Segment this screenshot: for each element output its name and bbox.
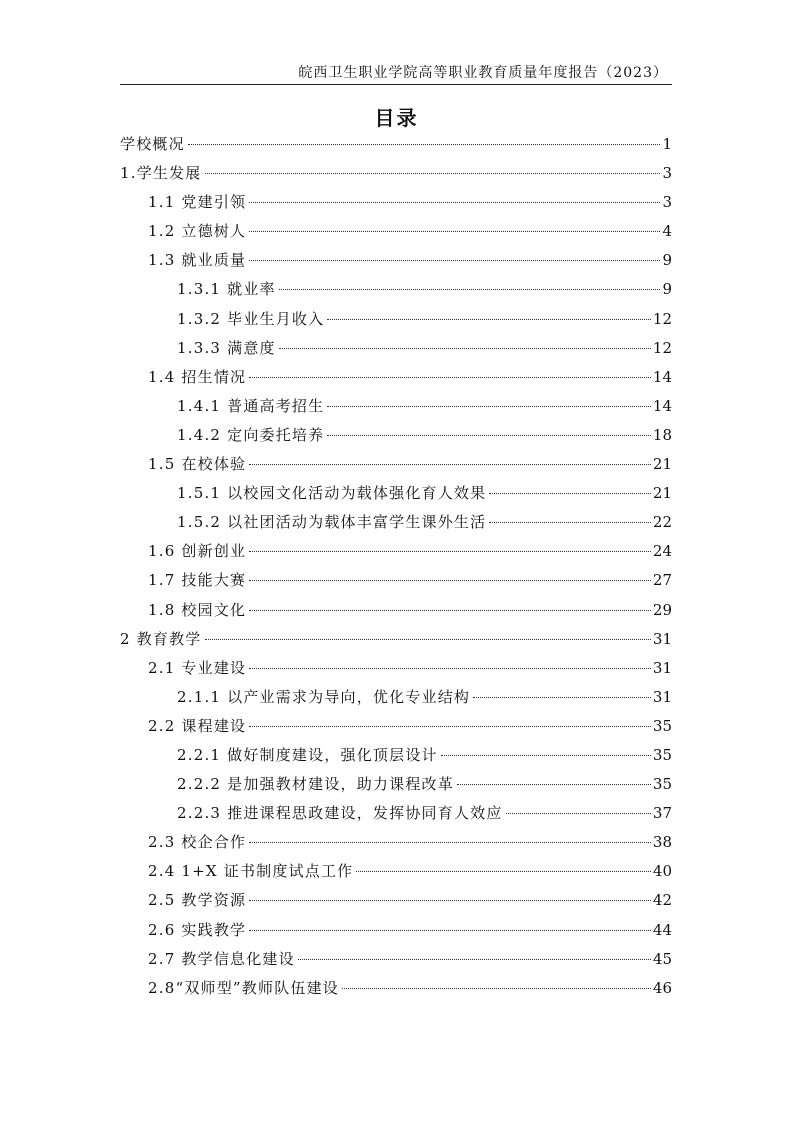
dot-leader xyxy=(249,726,651,727)
toc-entry-title: 1.3.3 满意度 xyxy=(177,338,276,357)
toc-entry-page-number: 21 xyxy=(652,455,672,474)
toc-entry-page-number: 31 xyxy=(652,658,672,677)
toc-entry-title: 1.5.2 以社团活动为载体丰富学生课外生活 xyxy=(177,513,487,532)
toc-entry-title: 1.学生发展 xyxy=(120,164,202,183)
toc-entry-page-number: 22 xyxy=(652,513,672,532)
dot-leader xyxy=(457,784,651,785)
toc-entry[interactable] xyxy=(120,974,672,1003)
toc-entry-title: 2.2.3 推进课程思政建设，发挥协同育人效应 xyxy=(177,804,503,823)
toc-entry-title: 1.5.1 以校园文化活动为载体强化育人效果 xyxy=(177,484,487,503)
toc-entry-title: 1.2 立德树人 xyxy=(148,222,247,241)
dot-leader xyxy=(249,231,660,232)
toc-entry-title: 1.3 就业质量 xyxy=(148,251,247,270)
toc-heading: 目录 xyxy=(374,106,419,130)
dot-leader xyxy=(249,610,651,611)
toc-entry-page-number: 9 xyxy=(662,280,672,299)
dot-leader xyxy=(298,959,651,960)
toc-entry[interactable] xyxy=(120,508,672,537)
dot-leader xyxy=(249,551,651,552)
toc-entry-page-number: 3 xyxy=(662,164,672,183)
toc-entry-page-number: 29 xyxy=(652,600,672,619)
toc-entry[interactable] xyxy=(120,305,672,334)
dot-leader xyxy=(249,260,660,261)
toc-entry[interactable] xyxy=(120,741,672,770)
toc-entry-page-number: 3 xyxy=(662,193,672,212)
toc-entry-title: 1.4.1 普通高考招生 xyxy=(177,396,325,415)
toc-entry-title: 1.5 在校体验 xyxy=(148,455,247,474)
dot-leader xyxy=(473,697,651,698)
toc-entry-title: 1.3.2 毕业生月收入 xyxy=(177,309,325,328)
toc-entry[interactable] xyxy=(120,566,672,595)
toc-entry[interactable] xyxy=(120,363,672,392)
toc-entry-title: 2.6 实践教学 xyxy=(148,920,247,939)
toc-entry-title: 2.1.1 以产业需求为导向，优化专业结构 xyxy=(177,687,471,706)
dot-leader xyxy=(249,930,651,931)
toc-entry-title: 2.7 教学信息化建设 xyxy=(148,949,295,968)
dot-leader xyxy=(205,639,651,640)
toc-entry-page-number: 42 xyxy=(652,891,672,910)
dot-leader xyxy=(249,580,651,581)
toc-entry[interactable] xyxy=(120,450,672,479)
toc-entry-title: 2.2 课程建设 xyxy=(148,716,247,735)
toc-entry[interactable] xyxy=(120,886,672,915)
toc-entry-page-number: 14 xyxy=(652,396,672,415)
toc-entry[interactable] xyxy=(120,537,672,566)
dot-leader xyxy=(205,173,660,174)
dot-leader xyxy=(506,813,651,814)
toc-entry-title: 1.3.1 就业率 xyxy=(177,280,276,299)
toc-entry-title: 1.7 技能大赛 xyxy=(148,571,247,590)
toc-entry-title: 2.8“双师型”教师队伍建设 xyxy=(148,978,339,997)
toc-entry[interactable] xyxy=(120,479,672,508)
running-header xyxy=(120,62,672,85)
toc-entry-page-number: 44 xyxy=(652,920,672,939)
dot-leader xyxy=(249,842,651,843)
toc-entry[interactable] xyxy=(120,217,672,246)
toc-entry-page-number: 12 xyxy=(652,338,672,357)
dot-leader xyxy=(279,348,651,349)
toc-entry-page-number: 4 xyxy=(662,222,672,241)
toc-entry-page-number: 21 xyxy=(652,484,672,503)
dot-leader xyxy=(327,435,651,436)
toc-entry-page-number: 38 xyxy=(652,833,672,852)
toc-entry-page-number: 1 xyxy=(662,135,672,153)
toc-entry[interactable] xyxy=(120,916,672,945)
toc-entry[interactable] xyxy=(120,392,672,421)
toc-entry[interactable] xyxy=(120,596,672,625)
dot-leader xyxy=(489,493,651,494)
toc-entry-title: 1.6 创新创业 xyxy=(148,542,247,561)
toc-entry-page-number: 24 xyxy=(652,542,672,561)
toc-entry-page-number: 37 xyxy=(652,804,672,823)
toc-entry[interactable] xyxy=(120,421,672,450)
toc-entry-page-number: 40 xyxy=(652,862,672,881)
toc-entry[interactable] xyxy=(120,188,672,217)
toc-entry[interactable] xyxy=(120,828,672,857)
toc-entry[interactable] xyxy=(120,275,672,304)
toc-entry-title: 2.3 校企合作 xyxy=(148,833,247,852)
toc-entry[interactable] xyxy=(120,712,672,741)
toc-entry-title: 学校概况 xyxy=(120,135,185,153)
dot-leader xyxy=(327,319,651,320)
toc-entry-page-number: 46 xyxy=(652,978,672,997)
toc-entry[interactable] xyxy=(120,159,672,188)
toc-entry-page-number: 31 xyxy=(652,629,672,648)
toc-entry-page-number: 45 xyxy=(652,949,672,968)
toc-entry-page-number: 14 xyxy=(652,367,672,386)
dot-leader xyxy=(327,406,651,407)
toc-entry[interactable] xyxy=(120,857,672,886)
toc-entry[interactable] xyxy=(120,625,672,654)
dot-leader xyxy=(249,900,651,901)
toc-entry-title: 1.8 校园文化 xyxy=(148,600,247,619)
dot-leader xyxy=(441,755,651,756)
dot-leader xyxy=(279,289,660,290)
toc-entry-page-number: 35 xyxy=(652,775,672,794)
dot-leader xyxy=(249,668,651,669)
toc-entry-title: 1.4.2 定向委托培养 xyxy=(177,425,325,444)
dot-leader xyxy=(249,464,651,465)
dot-leader xyxy=(356,871,651,872)
toc-entry-title: 2.2.1 做好制度建设，强化顶层设计 xyxy=(177,745,438,764)
dot-leader xyxy=(489,522,651,523)
dot-leader xyxy=(342,988,651,989)
toc-entry-page-number: 27 xyxy=(652,571,672,590)
table-of-contents xyxy=(120,130,672,1003)
toc-entry[interactable] xyxy=(120,130,672,159)
dot-leader xyxy=(188,144,660,145)
toc-entry[interactable] xyxy=(120,770,672,799)
toc-entry-page-number: 18 xyxy=(652,425,672,444)
toc-entry[interactable] xyxy=(120,799,672,828)
toc-entry-title: 1.1 党建引领 xyxy=(148,193,247,212)
toc-entry[interactable] xyxy=(120,683,672,712)
dot-leader xyxy=(249,202,660,203)
toc-entry-title: 2.1 专业建设 xyxy=(148,658,247,677)
toc-entry-page-number: 9 xyxy=(662,251,672,270)
dot-leader xyxy=(249,377,651,378)
toc-entry-title: 2.2.2 是加强教材建设，助力课程改革 xyxy=(177,775,454,794)
toc-entry-page-number: 35 xyxy=(652,716,672,735)
report-title: 皖西卫生职业学院高等职业教育质量年度报告（2023） xyxy=(298,65,668,81)
toc-entry-title: 1.4 招生情况 xyxy=(148,367,247,386)
toc-entry[interactable] xyxy=(120,334,672,363)
toc-entry[interactable] xyxy=(120,654,672,683)
toc-entry[interactable] xyxy=(120,945,672,974)
toc-entry[interactable] xyxy=(120,246,672,275)
toc-entry-page-number: 12 xyxy=(652,309,672,328)
toc-entry-title: 2.5 教学资源 xyxy=(148,891,247,910)
toc-entry-page-number: 35 xyxy=(652,745,672,764)
toc-entry-title: 2.4 1+X 证书制度试点工作 xyxy=(148,862,354,881)
toc-entry-page-number: 31 xyxy=(652,687,672,706)
toc-entry-title: 2 教育教学 xyxy=(120,629,202,648)
